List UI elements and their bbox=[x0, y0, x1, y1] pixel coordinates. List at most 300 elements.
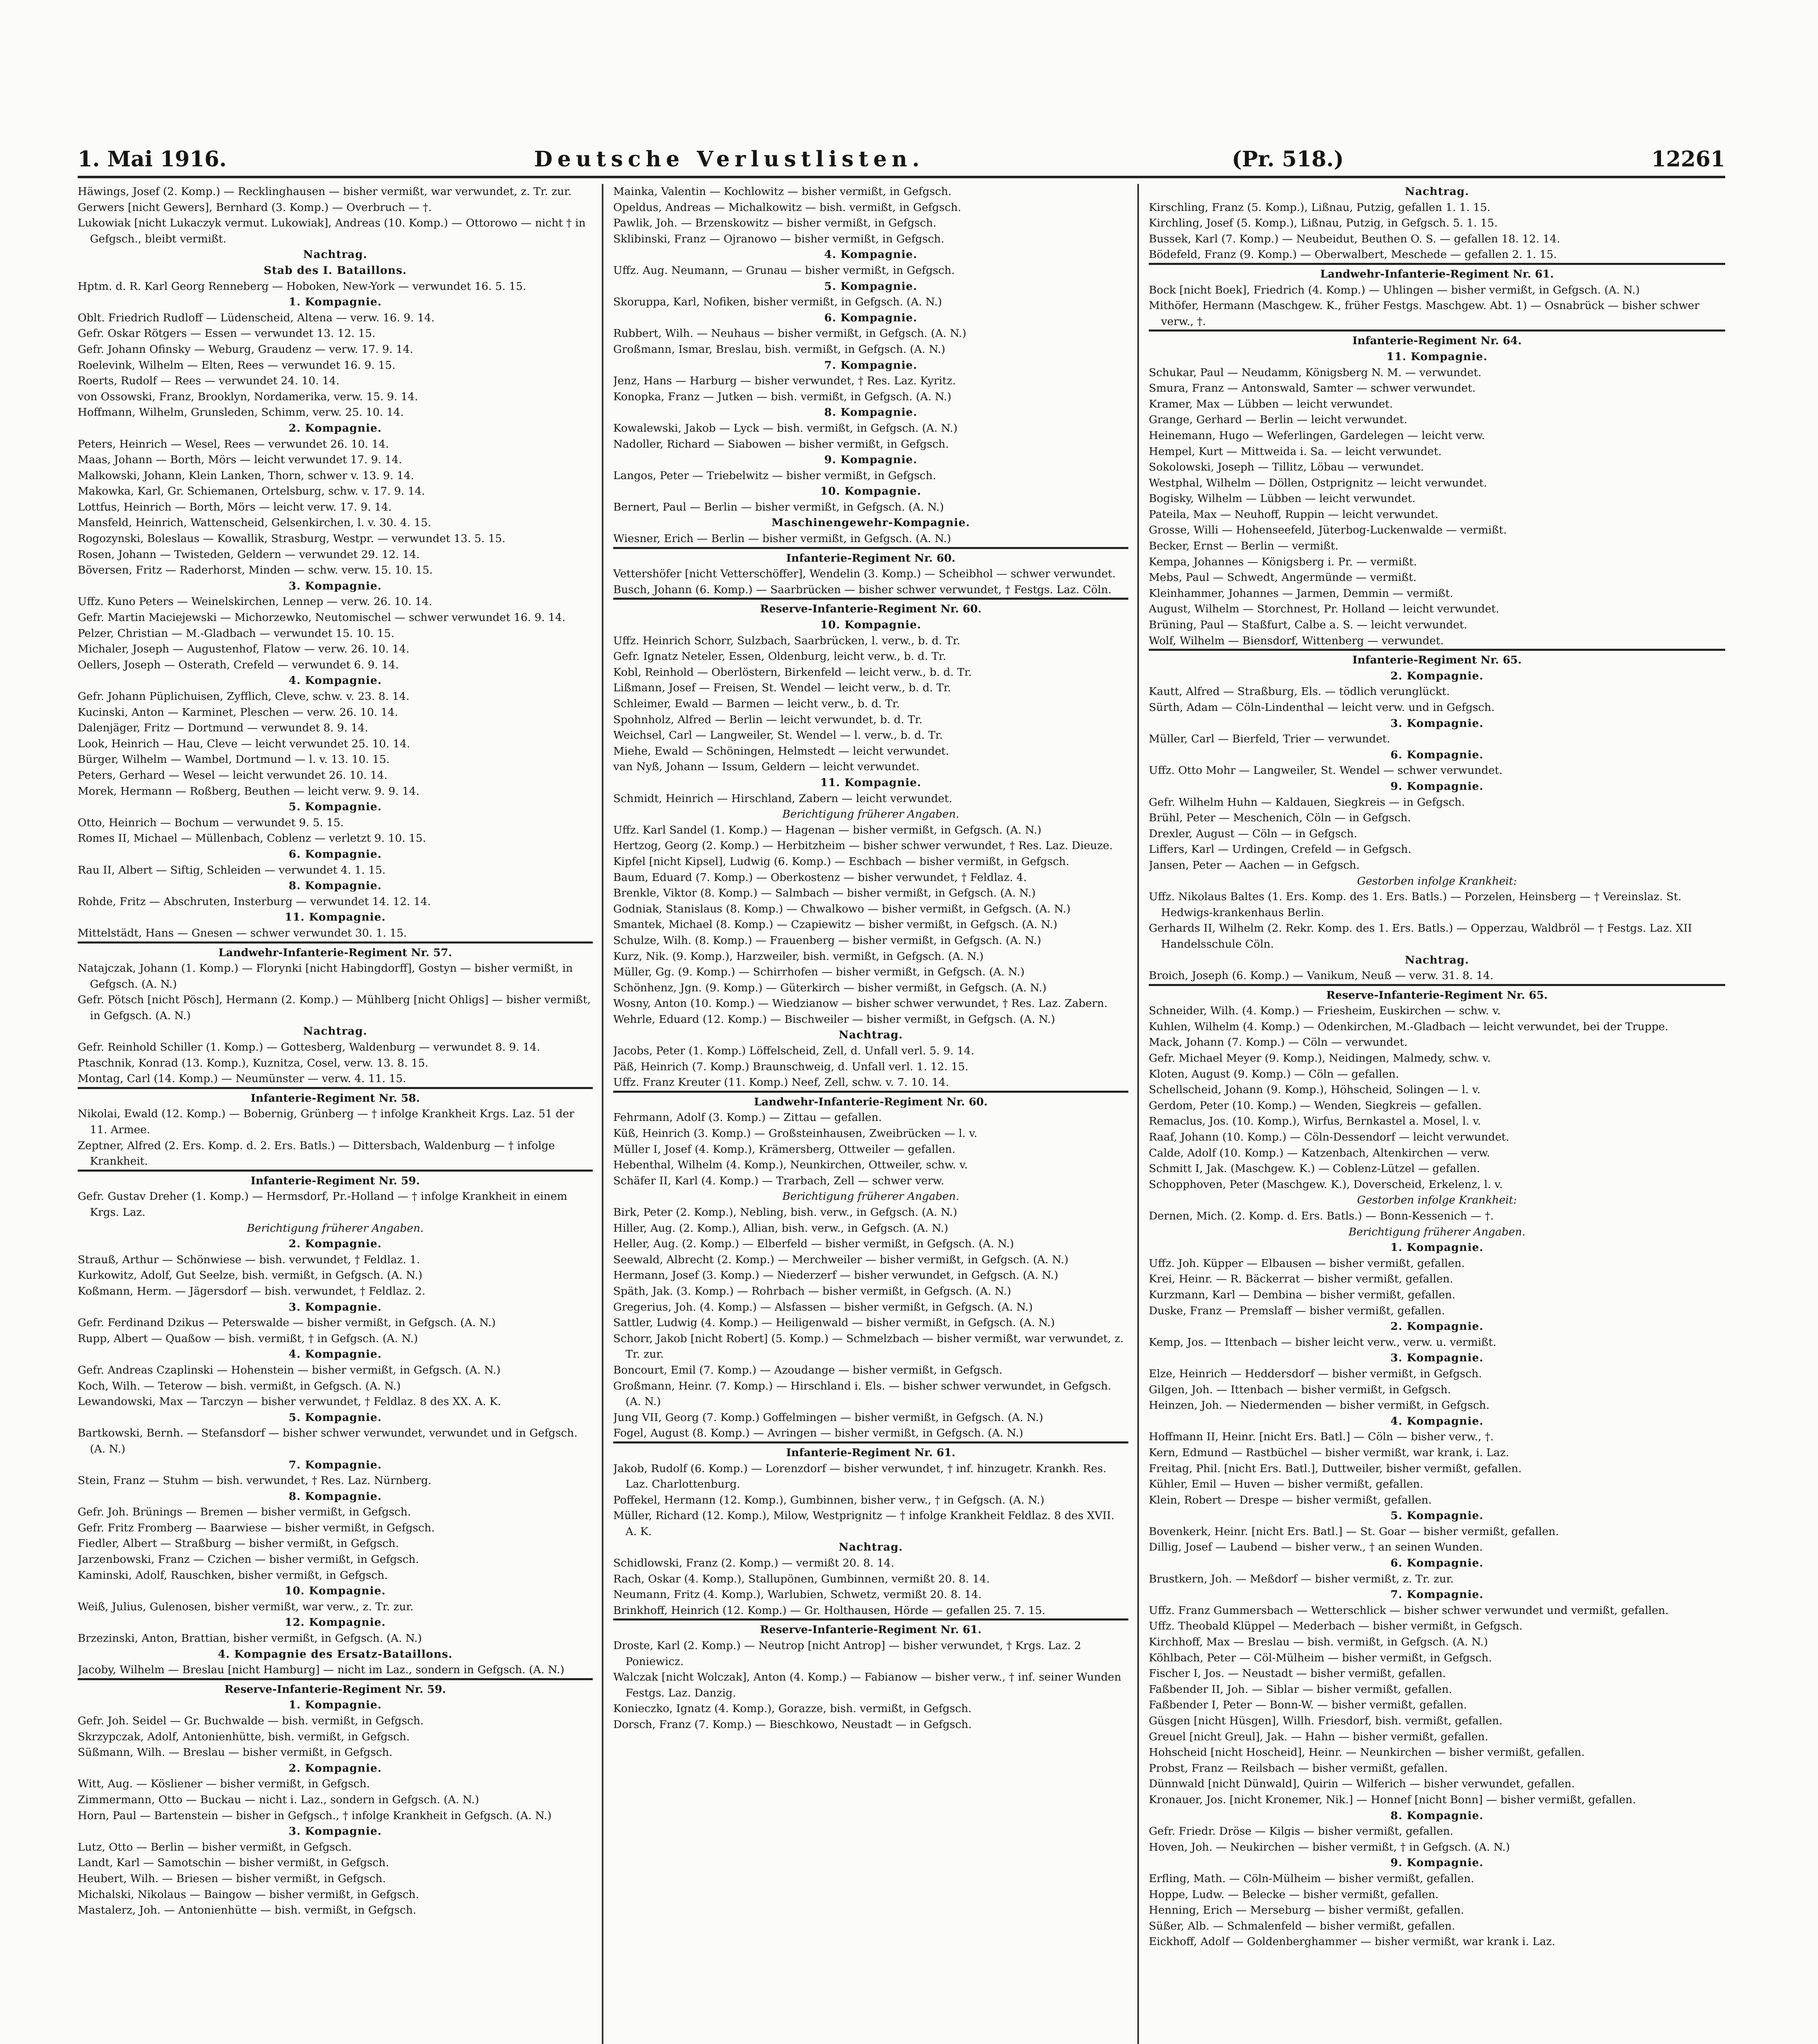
section-heading: 10. Kompagnie. bbox=[820, 619, 921, 632]
casualty-entry: Schleimer, Ewald — Barmen — leicht verw., b. d. Tr. bbox=[613, 697, 900, 710]
regiment-heading: Infanterie-Regiment Nr. 65. bbox=[1149, 649, 1725, 668]
casualty-entry: Busch, Johann (6. Komp.) — Saarbrücken — bisher schwer verwundet, † Festgs. Laz. Cöln. bbox=[613, 583, 1112, 596]
casualty-entry: Look, Heinrich — Hau, Cleve — leicht verwundet 25. 10. 14. bbox=[78, 737, 410, 750]
casualty-entry: Erfling, Math. — Cöln-Mülheim — bisher vermißt, gefallen. bbox=[1149, 1872, 1474, 1885]
casualty-entry: Güsgen [nicht Hüsgen], Willh. Friesdorf, bish. vermißt, gefallen. bbox=[1149, 1715, 1503, 1727]
casualty-entry: Liffers, Karl — Urdingen, Crefeld — in Gefgsch. bbox=[1149, 843, 1412, 856]
section-heading: 3. Kompagnie. bbox=[289, 1300, 382, 1313]
casualty-entry: Schäfer II, Karl (4. Komp.) — Trarbach, Zell — schwer verw. bbox=[613, 1174, 944, 1187]
section-heading: 5. Kompagnie. bbox=[1390, 1509, 1484, 1522]
casualty-entry: Uffz. Franz Gummersbach — Wetterschlick — bisher schwer verwundet und vermißt, gefallen. bbox=[1149, 1604, 1669, 1617]
regiment-heading: Landwehr-Infanterie-Regiment Nr. 61. bbox=[1149, 263, 1725, 282]
casualty-entry: Brzezinski, Anton, Brattian, bisher vermißt, in Gefgsch. (A. N.) bbox=[78, 1632, 422, 1645]
casualty-entry: Uffz. Theobald Klüppel — Mederbach — bisher vermißt, in Gefgsch. bbox=[1149, 1620, 1523, 1633]
casualty-entry: Süßmann, Wilh. — Breslau — bisher vermißt, in Gefgsch. bbox=[78, 1746, 393, 1759]
casualty-entry: Lutz, Otto — Berlin — bisher vermißt, in Gefgsch. bbox=[78, 1840, 352, 1853]
casualty-entry: Bussek, Karl (7. Komp.) — Neubeidut, Beuthen O. S. — gefallen 18. 12. 14. bbox=[1149, 232, 1560, 245]
casualty-entry: Walczak [nicht Wolczak], Anton (4. Komp.) — Fabianow — bisher verw., † inf. seiner Wunden Festgs. Laz. Danzig. bbox=[613, 1671, 1121, 1699]
casualty-entry: Schulze, Wilh. (8. Komp.) — Frauenberg — bisher vermißt, in Gefgsch. (A. N.) bbox=[613, 934, 1041, 947]
casualty-entry: Bogisky, Wilhelm — Lübben — leicht verwundet. bbox=[1149, 492, 1416, 505]
casualty-entry: von Ossowski, Franz, Brooklyn, Nordamerika, verw. 15. 9. 14. bbox=[78, 390, 418, 403]
casualty-entry: Lottfus, Heinrich — Borth, Mörs — leicht verw. 17. 9. 14. bbox=[78, 500, 392, 513]
casualty-entry: Sürth, Adam — Cöln-Lindenthal — leicht verw. und in Gefgsch. bbox=[1149, 701, 1495, 714]
section-heading: 2. Kompagnie. bbox=[289, 1237, 382, 1251]
casualty-entry: Heller, Aug. (2. Komp.) — Elberfeld — bisher vermißt, in Gefgsch. (A. N.) bbox=[613, 1237, 1014, 1251]
section-heading: Maschinengewehr-Kompagnie. bbox=[771, 516, 970, 529]
casualty-entry: Mittelstädt, Hans — Gnesen — schwer verwundet 30. 1. 15. bbox=[78, 926, 407, 939]
section-heading: 2. Kompagnie. bbox=[1390, 669, 1484, 682]
casualty-entry: Mithöfer, Hermann (Maschgew. K., früher Festgs. Maschgew. Abt. 1) — Osnabrück — bisher schwer verw., †. bbox=[1149, 299, 1700, 328]
section-heading: Nachtrag. bbox=[838, 1541, 903, 1554]
casualty-entry: Gefr. Michael Meyer (9. Komp.), Neidingen, Malmedy, schw. v. bbox=[1149, 1052, 1491, 1065]
casualty-entry: Kucinski, Anton — Karminet, Pleschen — verw. 26. 10. 14. bbox=[78, 706, 398, 719]
casualty-entry: Remaclus, Jos. (10. Komp.), Wirfus, Bernkastel a. Mosel, l. v. bbox=[1149, 1115, 1481, 1128]
casualty-entry: Mastalerz, Joh. — Antonienhütte — bish. vermißt, in Gefgsch. bbox=[78, 1904, 417, 1917]
section-heading: 5. Kompagnie. bbox=[289, 1411, 382, 1424]
casualty-entry: Dorsch, Franz (7. Komp.) — Bieschkowo, Neustadt — in Gefgsch. bbox=[613, 1718, 972, 1731]
section-heading: 4. Kompagnie. bbox=[1390, 1414, 1484, 1428]
casualty-entry: Malkowski, Johann, Klein Lanken, Thorn, schwer v. 13. 9. 14. bbox=[78, 469, 414, 482]
casualty-entry: Süßer, Alb. — Schmalenfeld — bisher vermißt, gefallen. bbox=[1149, 1919, 1455, 1932]
casualty-entry: Freitag, Phil. [nicht Ers. Batl.], Duttweiler, bisher vermißt, gefallen. bbox=[1149, 1462, 1522, 1475]
regiment-heading: Reserve-Infanterie-Regiment Nr. 65. bbox=[1149, 984, 1725, 1004]
casualty-entry: Spohnholz, Alfred — Berlin — leicht verwundet, b. d. Tr. bbox=[613, 713, 923, 726]
casualty-entry: Brustkern, Joh. — Meßdorf — bisher vermißt, z. Tr. zur. bbox=[1149, 1572, 1454, 1585]
casualty-entry: Häwings, Josef (2. Komp.) — Recklinghausen — bisher vermißt, war verwundet, z. Tr. zur. bbox=[78, 185, 572, 198]
casualty-entry: Rogozynski, Boleslaus — Kowallik, Strasburg, Westpr. — verwundet 13. 5. 15. bbox=[78, 532, 506, 545]
note-heading: Berichtigung früherer Angaben. bbox=[1348, 1225, 1526, 1238]
casualty-entry: Zeptner, Alfred (2. Ers. Komp. d. 2. Ers. Batls.) — Dittersbach, Waldenburg — † infolge Krankheit. bbox=[78, 1139, 555, 1168]
casualty-entry: Gregerius, Joh. (4. Komp.) — Alsfassen — bisher vermißt, in Gefgsch. (A. N.) bbox=[613, 1300, 1033, 1313]
casualty-entry: Bürger, Wilhelm — Wambel, Dortmund — l. v. 13. 10. 15. bbox=[78, 753, 390, 766]
section-heading: 3. Kompagnie. bbox=[1390, 1351, 1484, 1365]
casualty-entry: Hempel, Kurt — Mittweida i. Sa. — leicht verwundet. bbox=[1149, 445, 1442, 458]
casualty-entry: Fiedler, Albert — Straßburg — bisher vermißt, in Gefgsch. bbox=[78, 1537, 399, 1550]
casualty-entry: Michalski, Nikolaus — Baingow — bisher vermißt, in Gefgsch. bbox=[78, 1888, 419, 1901]
page-number: 12261 bbox=[1651, 147, 1725, 172]
casualty-entry: Landt, Karl — Samotschin — bisher vermißt, in Gefgsch. bbox=[78, 1856, 389, 1869]
section-heading: 3. Kompagnie. bbox=[1390, 717, 1484, 730]
casualty-entry: Brühl, Peter — Meschenich, Cöln — in Gefgsch. bbox=[1149, 811, 1411, 825]
casualty-entry: Gefr. Joh. Brünings — Bremen — bisher vermißt, in Gefgsch. bbox=[78, 1506, 411, 1519]
casualty-entry: Zimmermann, Otto — Buckau — nicht i. Laz., sondern in Gefgsch. (A. N.) bbox=[78, 1793, 479, 1806]
casualty-entry: Westphal, Wilhelm — Döllen, Ostprignitz — leicht verwundet. bbox=[1149, 476, 1487, 489]
regiment-heading: Reserve-Infanterie-Regiment Nr. 59. bbox=[78, 1678, 593, 1698]
casualty-entry: Faßbender I, Peter — Bonn-W. — bisher vermißt, gefallen. bbox=[1149, 1699, 1467, 1712]
column-divider bbox=[602, 184, 603, 2044]
casualty-entry: Küß, Heinrich (3. Komp.) — Großsteinhausen, Zweibrücken — l. v. bbox=[613, 1127, 977, 1140]
casualty-entry: Michaler, Joseph — Augustenhof, Flatow — verw. 26. 10. 14. bbox=[78, 643, 410, 656]
casualty-entry: Mebs, Paul — Schwedt, Angermünde — vermißt. bbox=[1149, 571, 1417, 584]
casualty-entry: Gefr. Ferdinand Dzikus — Peterswalde — bisher vermißt, in Gefgsch. (A. N.) bbox=[78, 1316, 496, 1329]
casualty-entry: Drexler, August — Cöln — in Gefgsch. bbox=[1149, 827, 1357, 840]
section-heading: 7. Kompagnie. bbox=[1390, 1588, 1484, 1601]
section-heading: 10. Kompagnie. bbox=[820, 485, 921, 498]
casualty-entry: Peters, Heinrich — Wesel, Rees — verwundet 26. 10. 14. bbox=[78, 437, 389, 450]
casualty-entry: Nadoller, Richard — Siabowen — bisher vermißt, in Gefgsch. bbox=[613, 437, 949, 450]
casualty-entry: Hoffmann, Wilhelm, Grunsleden, Schimm, verw. 25. 10. 14. bbox=[78, 406, 404, 419]
casualty-entry: Rubbert, Wilh. — Neuhaus — bisher vermißt, in Gefgsch. (A. N.) bbox=[613, 327, 966, 340]
casualty-entry: Jarzenbowski, Franz — Czichen — bisher vermißt, in Gefgsch. bbox=[78, 1553, 419, 1566]
casualty-entry: Jansen, Peter — Aachen — in Gefgsch. bbox=[1149, 858, 1360, 872]
casualty-entry: Müller I, Josef (4. Komp.), Krämersberg, Ottweiler — gefallen. bbox=[613, 1143, 956, 1156]
section-heading: Nachtrag. bbox=[303, 1025, 368, 1038]
section-heading: 1. Kompagnie. bbox=[289, 1699, 382, 1712]
casualty-entry: Roelevink, Wilhelm — Elten, Rees — verwundet 16. 9. 15. bbox=[78, 359, 396, 372]
casualty-entry: Dernen, Mich. (2. Komp. d. Ers. Batls.) — Bonn-Kessenich — †. bbox=[1149, 1210, 1494, 1222]
casualty-entry: Seewald, Albrecht (2. Komp.) — Merchweiler — bisher vermißt, in Gefgsch. (A. N.) bbox=[613, 1253, 1069, 1266]
section-heading: 5. Kompagnie. bbox=[824, 280, 917, 293]
casualty-entry: Gefr. Johann Püplichuisen, Zyfflich, Cleve, schw. v. 23. 8. 14. bbox=[78, 690, 410, 703]
casualty-entry: Roerts, Rudolf — Rees — verwundet 24. 10. 14. bbox=[78, 374, 340, 388]
casualty-entry: Hiller, Aug. (2. Komp.), Allian, bish. verw., in Gefgsch. (A. N.) bbox=[613, 1221, 948, 1235]
section-heading: 8. Kompagnie. bbox=[289, 879, 382, 892]
regiment-heading: Reserve-Infanterie-Regiment Nr. 61. bbox=[613, 1618, 1128, 1638]
regiment-heading: Landwehr-Infanterie-Regiment Nr. 60. bbox=[613, 1091, 1128, 1110]
casualty-entry: Schellscheid, Johann (9. Komp.), Höhscheid, Solingen — l. v. bbox=[1149, 1083, 1481, 1096]
casualty-entry: Kronauer, Jos. [nicht Kronemer, Nik.] — Honnef [nicht Bonn] — bisher vermißt, gefallen. bbox=[1149, 1793, 1636, 1806]
casualty-entry: Skoruppa, Karl, Nofiken, bisher vermißt, in Gefgsch. (A. N.) bbox=[613, 296, 942, 309]
casualty-entry: Gefr. Fritz Fromberg — Baarwiese — bisher vermißt, in Gefgsch. bbox=[78, 1521, 435, 1534]
casualty-entry: Gefr. Friedr. Dröse — Kilgis — bisher vermißt, gefallen. bbox=[1149, 1825, 1454, 1838]
casualty-entry: Fischer I, Jos. — Neustadt — bisher vermißt, gefallen. bbox=[1149, 1667, 1446, 1680]
casualty-entry: Klein, Robert — Drespe — bisher vermißt, gefallen. bbox=[1149, 1493, 1432, 1506]
casualty-entry: Brüning, Paul — Staßfurt, Calbe a. S. — leicht verwundet. bbox=[1149, 619, 1468, 632]
casualty-entry: Boncourt, Emil (7. Komp.) — Azoudange — bisher vermißt, in Gefgsch. bbox=[613, 1363, 1003, 1376]
casualty-entry: Gefr. Martin Maciejewski — Michorzewko, Neutomischel — schwer verwundet 16. 9. 14. bbox=[78, 611, 566, 624]
section-heading: 2. Kompagnie. bbox=[289, 1762, 382, 1775]
casualty-entry: Konieczko, Ignatz (4. Komp.), Gorazze, bish. vermißt, in Gefgsch. bbox=[613, 1702, 972, 1715]
section-heading: 11. Kompagnie. bbox=[820, 776, 921, 789]
casualty-entry: Rohde, Fritz — Abschruten, Insterburg — verwundet 14. 12. 14. bbox=[78, 895, 431, 908]
casualty-entry: Kurzmann, Karl — Dembina — bisher vermißt, gefallen. bbox=[1149, 1288, 1455, 1301]
casualty-entry: Konopka, Franz — Jutken — bish. vermißt, in Gefgsch. (A. N.) bbox=[613, 390, 952, 403]
casualty-entry: Nikolai, Ewald (12. Komp.) — Bobernig, Grünberg — † infolge Krankheit Krgs. Laz. 51 der 11. Armee. bbox=[78, 1107, 574, 1136]
section-heading: 2. Kompagnie. bbox=[289, 421, 382, 435]
casualty-entry: Kirschling, Franz (5. Komp.), Lißnau, Putzig, gefallen 1. 1. 15. bbox=[1149, 201, 1491, 214]
casualty-entry: Uffz. Karl Sandel (1. Komp.) — Hagenan — bisher vermißt, in Gefgsch. (A. N.) bbox=[613, 823, 1042, 836]
casualty-entry: van Nyß, Johann — Issum, Geldern — leicht verwundet. bbox=[613, 760, 920, 773]
casualty-entry: Heubert, Wilh. — Briesen — bisher vermißt, in Gefgsch. bbox=[78, 1872, 386, 1885]
casualty-entry: Gerdom, Peter (10. Komp.) — Wenden, Siegkreis — gefallen. bbox=[1149, 1099, 1482, 1112]
casualty-entry: Broich, Joseph (6. Komp.) — Vanikum, Neuß — verw. 31. 8. 14. bbox=[1149, 969, 1494, 982]
casualty-entry: Rupp, Albert — Quaßow — bish. vermißt, † in Gefgsch. (A. N.) bbox=[78, 1332, 418, 1345]
casualty-entry: Schorr, Jakob [nicht Robert] (5. Komp.) — Schmelzbach — bisher vermißt, war verwundet, z. Tr. zur. bbox=[613, 1332, 1124, 1361]
issue-number: (Pr. 518.) bbox=[1232, 147, 1344, 172]
casualty-entry: Miehe, Ewald — Schöningen, Helmstedt — leicht verwundet. bbox=[613, 744, 949, 758]
casualty-entry: Kleinhammer, Johannes — Jarmen, Demmin — vermißt. bbox=[1149, 587, 1453, 600]
casualty-entry: Päß, Heinrich (7. Komp.) Braunschweig, d. Unfall verl. 1. 12. 15. bbox=[613, 1060, 968, 1073]
casualty-entry: Kühler, Emil — Huven — bisher vermißt, gefallen. bbox=[1149, 1478, 1423, 1491]
section-heading: 7. Kompagnie. bbox=[289, 1458, 382, 1471]
casualty-entry: Gerwers [nicht Gewers], Bernhard (3. Komp.) — Overbruch — †. bbox=[78, 201, 432, 214]
casualty-entry: Poffekel, Hermann (12. Komp.), Gumbinnen, bisher verw., † in Gefgsch. (A. N.) bbox=[613, 1493, 1045, 1506]
casualty-entry: Schneider, Wilh. (4. Komp.) — Friesheim, Euskirchen — schw. v. bbox=[1149, 1004, 1501, 1018]
casualty-entry: Hoffmann II, Heinr. [nicht Ers. Batl.] — Cöln — bisher verw., †. bbox=[1149, 1430, 1494, 1443]
section-heading: 11. Kompagnie. bbox=[1386, 350, 1488, 363]
regiment-heading: Infanterie-Regiment Nr. 60. bbox=[613, 547, 1128, 567]
casualty-entry: Großmann, Heinr. (7. Komp.) — Hirschland i. Els. — bisher schwer verwundet, in Gefgsch. (A. N.) bbox=[613, 1379, 1112, 1408]
casualty-entry: Elze, Heinrich — Heddersdorf — bisher vermißt, in Gefgsch. bbox=[1149, 1367, 1482, 1380]
casualty-entry: Romes II, Michael — Müllenbach, Coblenz — verletzt 9. 10. 15. bbox=[78, 832, 426, 845]
section-heading: 2. Kompagnie. bbox=[1390, 1320, 1484, 1333]
regiment-heading: Landwehr-Infanterie-Regiment Nr. 57. bbox=[78, 941, 593, 961]
section-heading: Nachtrag. bbox=[838, 1029, 903, 1042]
section-heading: 9. Kompagnie. bbox=[1390, 780, 1484, 793]
issue-date: 1. Mai 1916. bbox=[78, 147, 227, 172]
casualty-entry: Jenz, Hans — Harburg — bisher verwundet, † Res. Laz. Kyritz. bbox=[613, 374, 956, 388]
casualty-entry: Uffz. Franz Kreuter (11. Komp.) Neef, Zell, schw. v. 7. 10. 14. bbox=[613, 1076, 949, 1089]
casualty-entry: Koßmann, Herm. — Jägersdorf — bish. verwundet, † Feldlaz. 2. bbox=[78, 1284, 426, 1298]
casualty-entry: Langos, Peter — Triebelwitz — bisher vermißt, in Gefgsch. bbox=[613, 469, 936, 482]
casualty-entry: Fehrmann, Adolf (3. Komp.) — Zittau — gefallen. bbox=[613, 1111, 882, 1124]
section-heading: 3. Kompagnie. bbox=[289, 579, 382, 592]
casualty-entry: Heinemann, Hugo — Weferlingen, Gardelegen — leicht verw. bbox=[1149, 429, 1485, 442]
casualty-entry: Lewandowski, Max — Tarczyn — bisher verwundet, † Feldlaz. 8 des XX. A. K. bbox=[78, 1395, 501, 1408]
column-2 bbox=[613, 184, 1128, 2044]
casualty-entry: Jacobs, Peter (1. Komp.) Löffelscheid, Zell, d. Unfall verl. 5. 9. 14. bbox=[613, 1044, 975, 1058]
section-heading: 4. Kompagnie. bbox=[289, 674, 382, 687]
casualty-entry: Dünnwald [nicht Dünwald], Quirin — Wilferich — bisher verwundet, gefallen. bbox=[1149, 1777, 1575, 1791]
casualty-entry: Kirchling, Josef (5. Komp.), Lißnau, Putzig, in Gefgsch. 5. 1. 15. bbox=[1149, 217, 1498, 230]
casualty-entry: Kloten, August (9. Komp.) — Cöln — gefallen. bbox=[1149, 1067, 1399, 1080]
casualty-entry: Uffz. Kuno Peters — Weinelskirchen, Lennep — verw. 26. 10. 14. bbox=[78, 595, 433, 608]
casualty-entry: Greuel [nicht Greul], Jak. — Hahn — bisher vermißt, gefallen. bbox=[1149, 1730, 1488, 1743]
casualty-entry: Schidlowski, Franz (2. Komp.) — vermißt 20. 8. 14. bbox=[613, 1557, 894, 1570]
casualty-entry: Natajczak, Johann (1. Komp.) — Florynki [nicht Habingdorff], Gostyn — bisher vermißt, in Gefgsch. (A. N.) bbox=[78, 962, 573, 991]
casualty-entry: Witt, Aug. — Kösliener — bisher vermißt, in Gefgsch. bbox=[78, 1777, 370, 1791]
note-heading: Berichtigung früherer Angaben. bbox=[782, 1190, 959, 1203]
header-rule bbox=[78, 176, 1725, 178]
casualty-entry: Müller, Gg. (9. Komp.) — Schirrhofen — bisher vermißt, in Gefgsch. (A. N.) bbox=[613, 966, 1025, 979]
casualty-entry: Bartkowski, Bernh. — Stefansdorf — bisher schwer verwundet, verwundet und in Gefgsch. (A. N.) bbox=[78, 1427, 578, 1455]
section-heading: 6. Kompagnie. bbox=[824, 311, 917, 324]
section-heading: 9. Kompagnie. bbox=[1390, 1856, 1484, 1869]
casualty-entry: Maas, Johann — Borth, Mörs — leicht verwundet 17. 9. 14. bbox=[78, 453, 402, 466]
casualty-entry: Horn, Paul — Bartenstein — bisher in Gefgsch., † infolge Krankheit in Gefgsch. (A. N.) bbox=[78, 1809, 552, 1822]
section-heading: 12. Kompagnie. bbox=[285, 1616, 386, 1629]
casualty-entry: August, Wilhelm — Storchnest, Pr. Holland — leicht verwundet. bbox=[1149, 603, 1500, 616]
casualty-entry: Kramer, Max — Lübben — leicht verwundet. bbox=[1149, 397, 1393, 410]
casualty-entry: Wiesner, Erich — Berlin — bisher vermißt, in Gefgsch. (A. N.) bbox=[613, 532, 951, 545]
casualty-entry: Birk, Peter (2. Komp.), Nebling, bish. verw., in Gefgsch. (A. N.) bbox=[613, 1206, 957, 1219]
casualty-entry: Neumann, Fritz (4. Komp.), Warlubien, Schwetz, vermißt 20. 8. 14. bbox=[613, 1588, 982, 1601]
section-heading: 8. Kompagnie. bbox=[824, 406, 917, 419]
casualty-entry: Morek, Hermann — Roßberg, Beuthen — leicht verw. 9. 9. 14. bbox=[78, 784, 419, 798]
casualty-entry: Hertzog, Georg (2. Komp.) — Herbitzheim — bisher schwer verwundet, † Res. Laz. Dieuze. bbox=[613, 839, 1113, 852]
masthead bbox=[78, 135, 1725, 172]
casualty-entry: Kurkowitz, Adolf, Gut Seelze, bish. vermißt, in Gefgsch. (A. N.) bbox=[78, 1269, 423, 1282]
casualty-entry: Eickhoff, Adolf — Goldenberghammer — bisher vermißt, war krank i. Laz. bbox=[1149, 1935, 1556, 1948]
casualty-entry: Opeldus, Andreas — Michalkowitz — bish. vermißt, in Gefgsch. bbox=[613, 201, 962, 214]
casualty-entry: Rach, Oskar (4. Komp.), Stallupönen, Gumbinnen, vermißt 20. 8. 14. bbox=[613, 1572, 990, 1585]
casualty-entry: Lukowiak [nicht Lukaczyk vermut. Lukowiak], Andreas (10. Komp.) — Ottorowo — nicht † in Gefgsch., bleibt vermißt. bbox=[78, 217, 586, 245]
casualty-entry: Duske, Franz — Premslaff — bisher vermißt, gefallen. bbox=[1149, 1304, 1445, 1317]
regiment-heading: Reserve-Infanterie-Regiment Nr. 60. bbox=[613, 598, 1128, 617]
casualty-entry: Schopphoven, Peter (Maschgew. K.), Doverscheid, Erkelenz, l. v. bbox=[1149, 1178, 1503, 1191]
casualty-entry: Oellers, Joseph — Osterath, Crefeld — verwundet 6. 9. 14. bbox=[78, 658, 399, 671]
casualty-entry: Weichsel, Carl — Langweiler, St. Wendel — l. verw., b. d. Tr. bbox=[613, 729, 943, 742]
casualty-entry: Krei, Heinr. — R. Bäckerrat — bisher vermißt, gefallen. bbox=[1149, 1273, 1453, 1286]
casualty-entry: Schmidt, Heinrich — Hirschland, Zabern — leicht verwundet. bbox=[613, 792, 953, 805]
casualty-entry: Pateila, Max — Neuhoff, Ruppin — leicht verwundet. bbox=[1149, 508, 1439, 521]
casualty-entry: Becker, Ernst — Berlin — vermißt. bbox=[1149, 540, 1338, 553]
casualty-entry: Uffz. Nikolaus Baltes (1. Ers. Komp. des 1. Ers. Batls.) — Porzelen, Heinsberg — † Vereinslaz. St. Hedwigs-krankenhaus Berlin. bbox=[1149, 890, 1682, 919]
section-heading: 4. Kompagnie des Ersatz-Bataillons. bbox=[217, 1647, 453, 1661]
regiment-heading: Infanterie-Regiment Nr. 59. bbox=[78, 1170, 593, 1189]
section-heading: 9. Kompagnie. bbox=[824, 453, 917, 466]
casualty-entry: Gefr. Wilhelm Huhn — Kaldauen, Siegkreis — in Gefgsch. bbox=[1149, 796, 1465, 809]
column-1 bbox=[78, 184, 593, 2044]
casualty-entry: Oblt. Friedrich Rudloff — Lüdenscheid, Altena — verw. 16. 9. 14. bbox=[78, 311, 435, 324]
casualty-entry: Weiß, Julius, Gulenosen, bisher vermißt, war verw., z. Tr. zur. bbox=[78, 1600, 414, 1613]
section-heading: 6. Kompagnie. bbox=[1390, 1557, 1484, 1570]
section-heading: 10. Kompagnie. bbox=[285, 1585, 386, 1598]
section-heading: 4. Kompagnie. bbox=[824, 248, 917, 261]
section-heading: Nachtrag. bbox=[1405, 953, 1469, 966]
casualty-entry: Jung VII, Georg (7. Komp.) Goffelmingen — bisher vermißt, in Gefgsch. (A. N.) bbox=[613, 1411, 1043, 1424]
casualty-entry: Späth, Jak. (3. Komp.) — Rohrbach — bisher vermißt, in Gefgsch. (A. N.) bbox=[613, 1284, 1011, 1298]
regiment-heading: Infanterie-Regiment Nr. 58. bbox=[78, 1087, 593, 1107]
casualty-entry: Lißmann, Josef — Freisen, St. Wendel — leicht verw., b. d. Tr. bbox=[613, 681, 951, 695]
note-heading: Gestorben infolge Krankheit: bbox=[1357, 1194, 1517, 1207]
casualty-entry: Kobl, Reinhold — Oberlöstern, Birkenfeld — leicht verw., b. d. Tr. bbox=[613, 666, 972, 679]
casualty-entry: Kern, Edmund — Rastbüchel — bisher vermißt, war krank, i. Laz. bbox=[1149, 1446, 1509, 1459]
casualty-entry: Gerhards II, Wilhelm (2. Rekr. Komp. des 1. Ers. Batls.) — Opperzau, Waldbröl — † Festgs. Laz. XII Handelsschule Cöln. bbox=[1149, 922, 1692, 950]
casualty-entry: Gefr. Gustav Dreher (1. Komp.) — Hermsdorf, Pr.-Holland — † infolge Krankheit in einem Krgs. Laz. bbox=[78, 1190, 567, 1219]
casualty-entry: Grosse, Willi — Hohenseefeld, Jüterbog-Luckenwalde — vermißt. bbox=[1149, 524, 1507, 537]
casualty-entry: Schönhenz, Jgn. (9. Komp.) — Güterkirch — bisher vermißt, in Gefgsch. (A. N.) bbox=[613, 981, 1047, 994]
section-heading: 3. Kompagnie. bbox=[289, 1825, 382, 1838]
casualty-entry: Mainka, Valentin — Kochlowitz — bisher vermißt, in Gefgsch. bbox=[613, 185, 952, 198]
casualty-entry: Rau II, Albert — Siftig, Schleiden — verwundet 4. 1. 15. bbox=[78, 863, 386, 876]
casualty-entry: Kaminski, Adolf, Rauschken, bisher vermißt, in Gefgsch. bbox=[78, 1569, 388, 1582]
column-divider bbox=[1137, 184, 1139, 2044]
casualty-entry: Strauß, Arthur — Schönwiese — bish. verwundet, † Feldlaz. 1. bbox=[78, 1253, 420, 1266]
casualty-entry: Faßbender II, Joh. — Siblar — bisher vermißt, gefallen. bbox=[1149, 1683, 1452, 1696]
casualty-entry: Gefr. Pötsch [nicht Pösch], Hermann (2. Komp.) — Mühlberg [nicht Ohligs] — bisher vermißt, in Gefgsch. (A. N.) bbox=[78, 993, 591, 1022]
casualty-entry: Köhlbach, Peter — Cöl-Mülheim — bisher vermißt, in Gefgsch. bbox=[1149, 1651, 1492, 1664]
casualty-entry: Hohscheid [nicht Hoscheid], Heinr. — Neunkirchen — bisher vermißt, gefallen. bbox=[1149, 1746, 1585, 1759]
casualty-entry: Hoppe, Ludw. — Belecke — bisher vermißt, gefallen. bbox=[1149, 1888, 1439, 1901]
casualty-entry: Uffz. Heinrich Schorr, Sulzbach, Saarbrücken, l. verw., b. d. Tr. bbox=[613, 634, 960, 647]
casualty-entry: Calde, Adolf (10. Komp.) — Katzenbach, Altenkirchen — verw. bbox=[1149, 1146, 1490, 1159]
casualty-entry: Ptaschnik, Konrad (13. Komp.), Kuznitza, Cosel, verw. 13. 8. 15. bbox=[78, 1056, 428, 1069]
regiment-heading: Infanterie-Regiment Nr. 61. bbox=[613, 1441, 1128, 1461]
casualty-entry: Müller, Carl — Bierfeld, Trier — verwundet. bbox=[1149, 733, 1390, 746]
casualty-entry: Kautt, Alfred — Straßburg, Els. — tödlich verunglückt. bbox=[1149, 685, 1450, 698]
casualty-entry: Bovenkerk, Heinr. [nicht Ers. Batl.] — St. Goar — bisher vermißt, gefallen. bbox=[1149, 1525, 1559, 1538]
section-heading: Stab des I. Bataillons. bbox=[264, 264, 407, 277]
casualty-entry: Dillig, Josef — Laubend — bisher verw., † an seinen Wunden. bbox=[1149, 1541, 1483, 1554]
casualty-entry: Droste, Karl (2. Komp.) — Neutrop [nicht Antrop] — bisher verwundet, † Krgs. Laz. 2 Poniewicz. bbox=[613, 1639, 1081, 1668]
casualty-entry: Rosen, Johann — Twisteden, Geldern — verwundet 29. 12. 14. bbox=[78, 548, 420, 561]
casualty-entry: Peters, Gerhard — Wesel — leicht verwundet 26. 10. 14. bbox=[78, 769, 388, 782]
casualty-entry: Jacoby, Wilhelm — Breslau [nicht Hamburg] — nicht im Laz., sondern in Gefgsch. (A. N.) bbox=[78, 1663, 565, 1676]
casualty-entry: Grange, Gerhard — Berlin — leicht verwundet. bbox=[1149, 413, 1408, 426]
regiment-heading: Infanterie-Regiment Nr. 64. bbox=[1149, 329, 1725, 349]
casualty-entry: Brinkhoff, Heinrich (12. Komp.) — Gr. Holthausen, Hörde — gefallen 25. 7. 15. bbox=[613, 1604, 1046, 1617]
casualty-entry: Gefr. Reinhold Schiller (1. Komp.) — Gottesberg, Waldenburg — verwundet 8. 9. 14. bbox=[78, 1041, 540, 1054]
casualty-entry: Makowka, Karl, Gr. Schiemanen, Ortelsburg, schw. v. 17. 9. 14. bbox=[78, 485, 425, 498]
casualty-entry: Smantek, Michael (8. Komp.) — Czapiewitz — bisher vermißt, in Gefgsch. (A. N.) bbox=[613, 918, 1058, 931]
casualty-entry: Otto, Heinrich — Bochum — verwundet 9. 5. 15. bbox=[78, 816, 344, 829]
casualty-entry: Müller, Richard (12. Komp.), Milow, Westprignitz — † infolge Krankheit Feldlaz. 8 des XVII. A. K. bbox=[613, 1509, 1114, 1538]
casualty-entry: Wosny, Anton (10. Komp.) — Wiedzianow — bisher schwer verwundet, † Res. Laz. Zabern. bbox=[613, 997, 1108, 1010]
column-3 bbox=[1149, 184, 1725, 2044]
casualty-entry: Gefr. Joh. Seidel — Gr. Buchwalde — bish. vermißt, in Gefgsch. bbox=[78, 1715, 424, 1727]
casualty-entry: Vettershöfer [nicht Vetterschöffer], Wendelin (3. Komp.) — Scheibhol — schwer verwundet. bbox=[613, 567, 1116, 580]
casualty-entry: Kemp, Jos. — Ittenbach — bisher leicht verw., verw. u. vermißt. bbox=[1149, 1336, 1497, 1349]
section-heading: 1. Kompagnie. bbox=[1390, 1241, 1484, 1254]
casualty-entry: Mansfeld, Heinrich, Wattenscheid, Gelsenkirchen, l. v. 30. 4. 15. bbox=[78, 516, 431, 529]
casualty-entry: Probst, Franz — Reilsbach — bisher vermißt, gefallen. bbox=[1149, 1762, 1448, 1775]
casualty-entry: Brenkle, Viktor (8. Komp.) — Salmbach — bisher vermißt, in Gefgsch. (A. N.) bbox=[613, 887, 1036, 900]
casualty-entry: Schmitt I, Jak. (Maschgew. K.) — Coblenz-Lützel — gefallen. bbox=[1149, 1162, 1480, 1175]
casualty-entry: Stein, Franz — Stuhm — bish. verwundet, † Res. Laz. Nürnberg. bbox=[78, 1474, 432, 1487]
casualty-entry: Sokolowski, Joseph — Tillitz, Löbau — verwundet. bbox=[1149, 461, 1424, 474]
casualty-entry: Montag, Carl (14. Komp.) — Neumünster — verw. 4. 11. 15. bbox=[78, 1072, 406, 1085]
casualty-entry: Uffz. Aug. Neumann, — Grunau — bisher vermißt, in Gefgsch. bbox=[613, 264, 955, 277]
casualty-entry: Schukar, Paul — Neudamm, Königsberg N. M. — verwundet. bbox=[1149, 366, 1482, 379]
note-heading: Gestorben infolge Krankheit: bbox=[1357, 874, 1517, 888]
casualty-entry: Gefr. Ignatz Neteler, Essen, Oldenburg, leicht verw., b. d. Tr. bbox=[613, 650, 946, 663]
section-heading: 8. Kompagnie. bbox=[1390, 1809, 1484, 1822]
casualty-entry: Mack, Johann (7. Komp.) — Cöln — verwundet. bbox=[1149, 1036, 1408, 1049]
casualty-entry: Sattler, Ludwig (4. Komp.) — Heiligenwald — bisher vermißt, in Gefgsch. (A. N.) bbox=[613, 1316, 1055, 1329]
casualty-entry: Bock [nicht Boek], Friedrich (4. Komp.) — Uhlingen — bisher vermißt, in Gefgsch. (A. N.) bbox=[1149, 283, 1640, 296]
note-heading: Berichtigung früherer Angaben. bbox=[247, 1221, 424, 1235]
casualty-entry: Kowalewski, Jakob — Lyck — bish. vermißt, in Gefgsch. (A. N.) bbox=[613, 421, 958, 435]
casualty-entry: Kirchhoff, Max — Breslau — bish. vermißt, in Gefgsch. (A. N.) bbox=[1149, 1636, 1488, 1649]
casualty-entry: Raaf, Johann (10. Komp.) — Cöln-Dessendorf — leicht verwundet. bbox=[1149, 1131, 1509, 1144]
casualty-entry: Kurz, Nik. (9. Komp.), Harzweiler, bish. vermißt, in Gefgsch. (A. N.) bbox=[613, 950, 984, 963]
casualty-entry: Henning, Erich — Merseburg — bisher vermißt, gefallen. bbox=[1149, 1904, 1464, 1917]
casualty-entry: Fogel, August (8. Komp.) — Avringen — bisher vermißt, in Gefgsch. (A. N.) bbox=[613, 1427, 1023, 1440]
casualty-entry: Kipfel [nicht Kipsel], Ludwig (6. Komp.) — Eschbach — bisher vermißt, in Gefgsch. bbox=[613, 855, 1069, 868]
section-heading: Nachtrag. bbox=[1405, 185, 1469, 198]
casualty-entry: Uffz. Joh. Küpper — Elbausen — bisher vermißt, gefallen. bbox=[1149, 1257, 1465, 1270]
casualty-entry: Smura, Franz — Antonswald, Samter — schwer verwundet. bbox=[1149, 382, 1476, 395]
casualty-entry: Kempa, Johannes — Königsberg i. Pr. — vermißt. bbox=[1149, 555, 1417, 568]
section-heading: 6. Kompagnie. bbox=[289, 847, 382, 861]
section-heading: Nachtrag. bbox=[303, 248, 368, 261]
casualty-entry: Großmann, Ismar, Breslau, bish. vermißt, in Gefgsch. (A. N.) bbox=[613, 343, 946, 356]
casualty-entry: Godniak, Stanislaus (8. Komp.) — Chwalkowo — bisher vermißt, in Gefgsch. (A. N.) bbox=[613, 902, 1071, 915]
section-heading: 1. Kompagnie. bbox=[289, 296, 382, 309]
casualty-entry: Bödefeld, Franz (9. Komp.) — Oberwalbert, Meschede — gefallen 2. 1. 15. bbox=[1149, 248, 1557, 261]
casualty-entry: Kuhlen, Wilhelm (4. Komp.) — Odenkirchen, M.-Gladbach — leicht verwundet, bei der Truppe. bbox=[1149, 1020, 1668, 1033]
casualty-entry: Dalenjäger, Fritz — Dortmund — verwundet 8. 9. 14. bbox=[78, 722, 368, 735]
casualty-entry: Heinzen, Joh. — Niedermenden — bisher vermißt, in Gefgsch. bbox=[1149, 1399, 1490, 1412]
casualty-entry: Böversen, Fritz — Raderhorst, Minden — schw. verw. 15. 10. 15. bbox=[78, 564, 433, 577]
casualty-entry: Wehrle, Eduard (12. Komp.) — Bischweiler — bisher vermißt, in Gefgsch. (A. N.) bbox=[613, 1013, 1055, 1026]
section-heading: 5. Kompagnie. bbox=[289, 800, 382, 814]
section-heading: 6. Kompagnie. bbox=[1390, 748, 1484, 761]
casualty-entry: Hoven, Joh. — Neukirchen — bisher vermißt, † in Gefgsch. (A. N.) bbox=[1149, 1840, 1510, 1853]
casualty-entry: Pelzer, Christian — M.-Gladbach — verwundet 15. 10. 15. bbox=[78, 627, 395, 640]
casualty-entry: Uffz. Otto Mohr — Langweiler, St. Wendel — schwer verwundet. bbox=[1149, 764, 1503, 777]
casualty-entry: Gefr. Johann Ofinsky — Weburg, Graudenz — verw. 17. 9. 14. bbox=[78, 343, 413, 356]
casualty-entry: Wolf, Wilhelm — Biensdorf, Wittenberg — verwundet. bbox=[1149, 634, 1444, 647]
casualty-entry: Jakob, Rudolf (6. Komp.) — Lorenzdorf — bisher verwundet, † inf. hinzugetr. Krankh. Res. Laz. Charlottenburg. bbox=[613, 1462, 1107, 1491]
casualty-entry: Gefr. Oskar Rötgers — Essen — verwundet 13. 12. 15. bbox=[78, 327, 376, 340]
section-heading: 8. Kompagnie. bbox=[289, 1490, 382, 1503]
casualty-entry: Hebenthal, Wilhelm (4. Komp.), Neunkirchen, Ottweiler, schw. v. bbox=[613, 1159, 968, 1172]
section-heading: 11. Kompagnie. bbox=[285, 911, 386, 924]
casualty-entry: Hptm. d. R. Karl Georg Renneberg — Hoboken, New-York — verwundet 16. 5. 15. bbox=[78, 280, 527, 293]
publication-title: Deutsche Verlustlisten. bbox=[534, 147, 925, 172]
